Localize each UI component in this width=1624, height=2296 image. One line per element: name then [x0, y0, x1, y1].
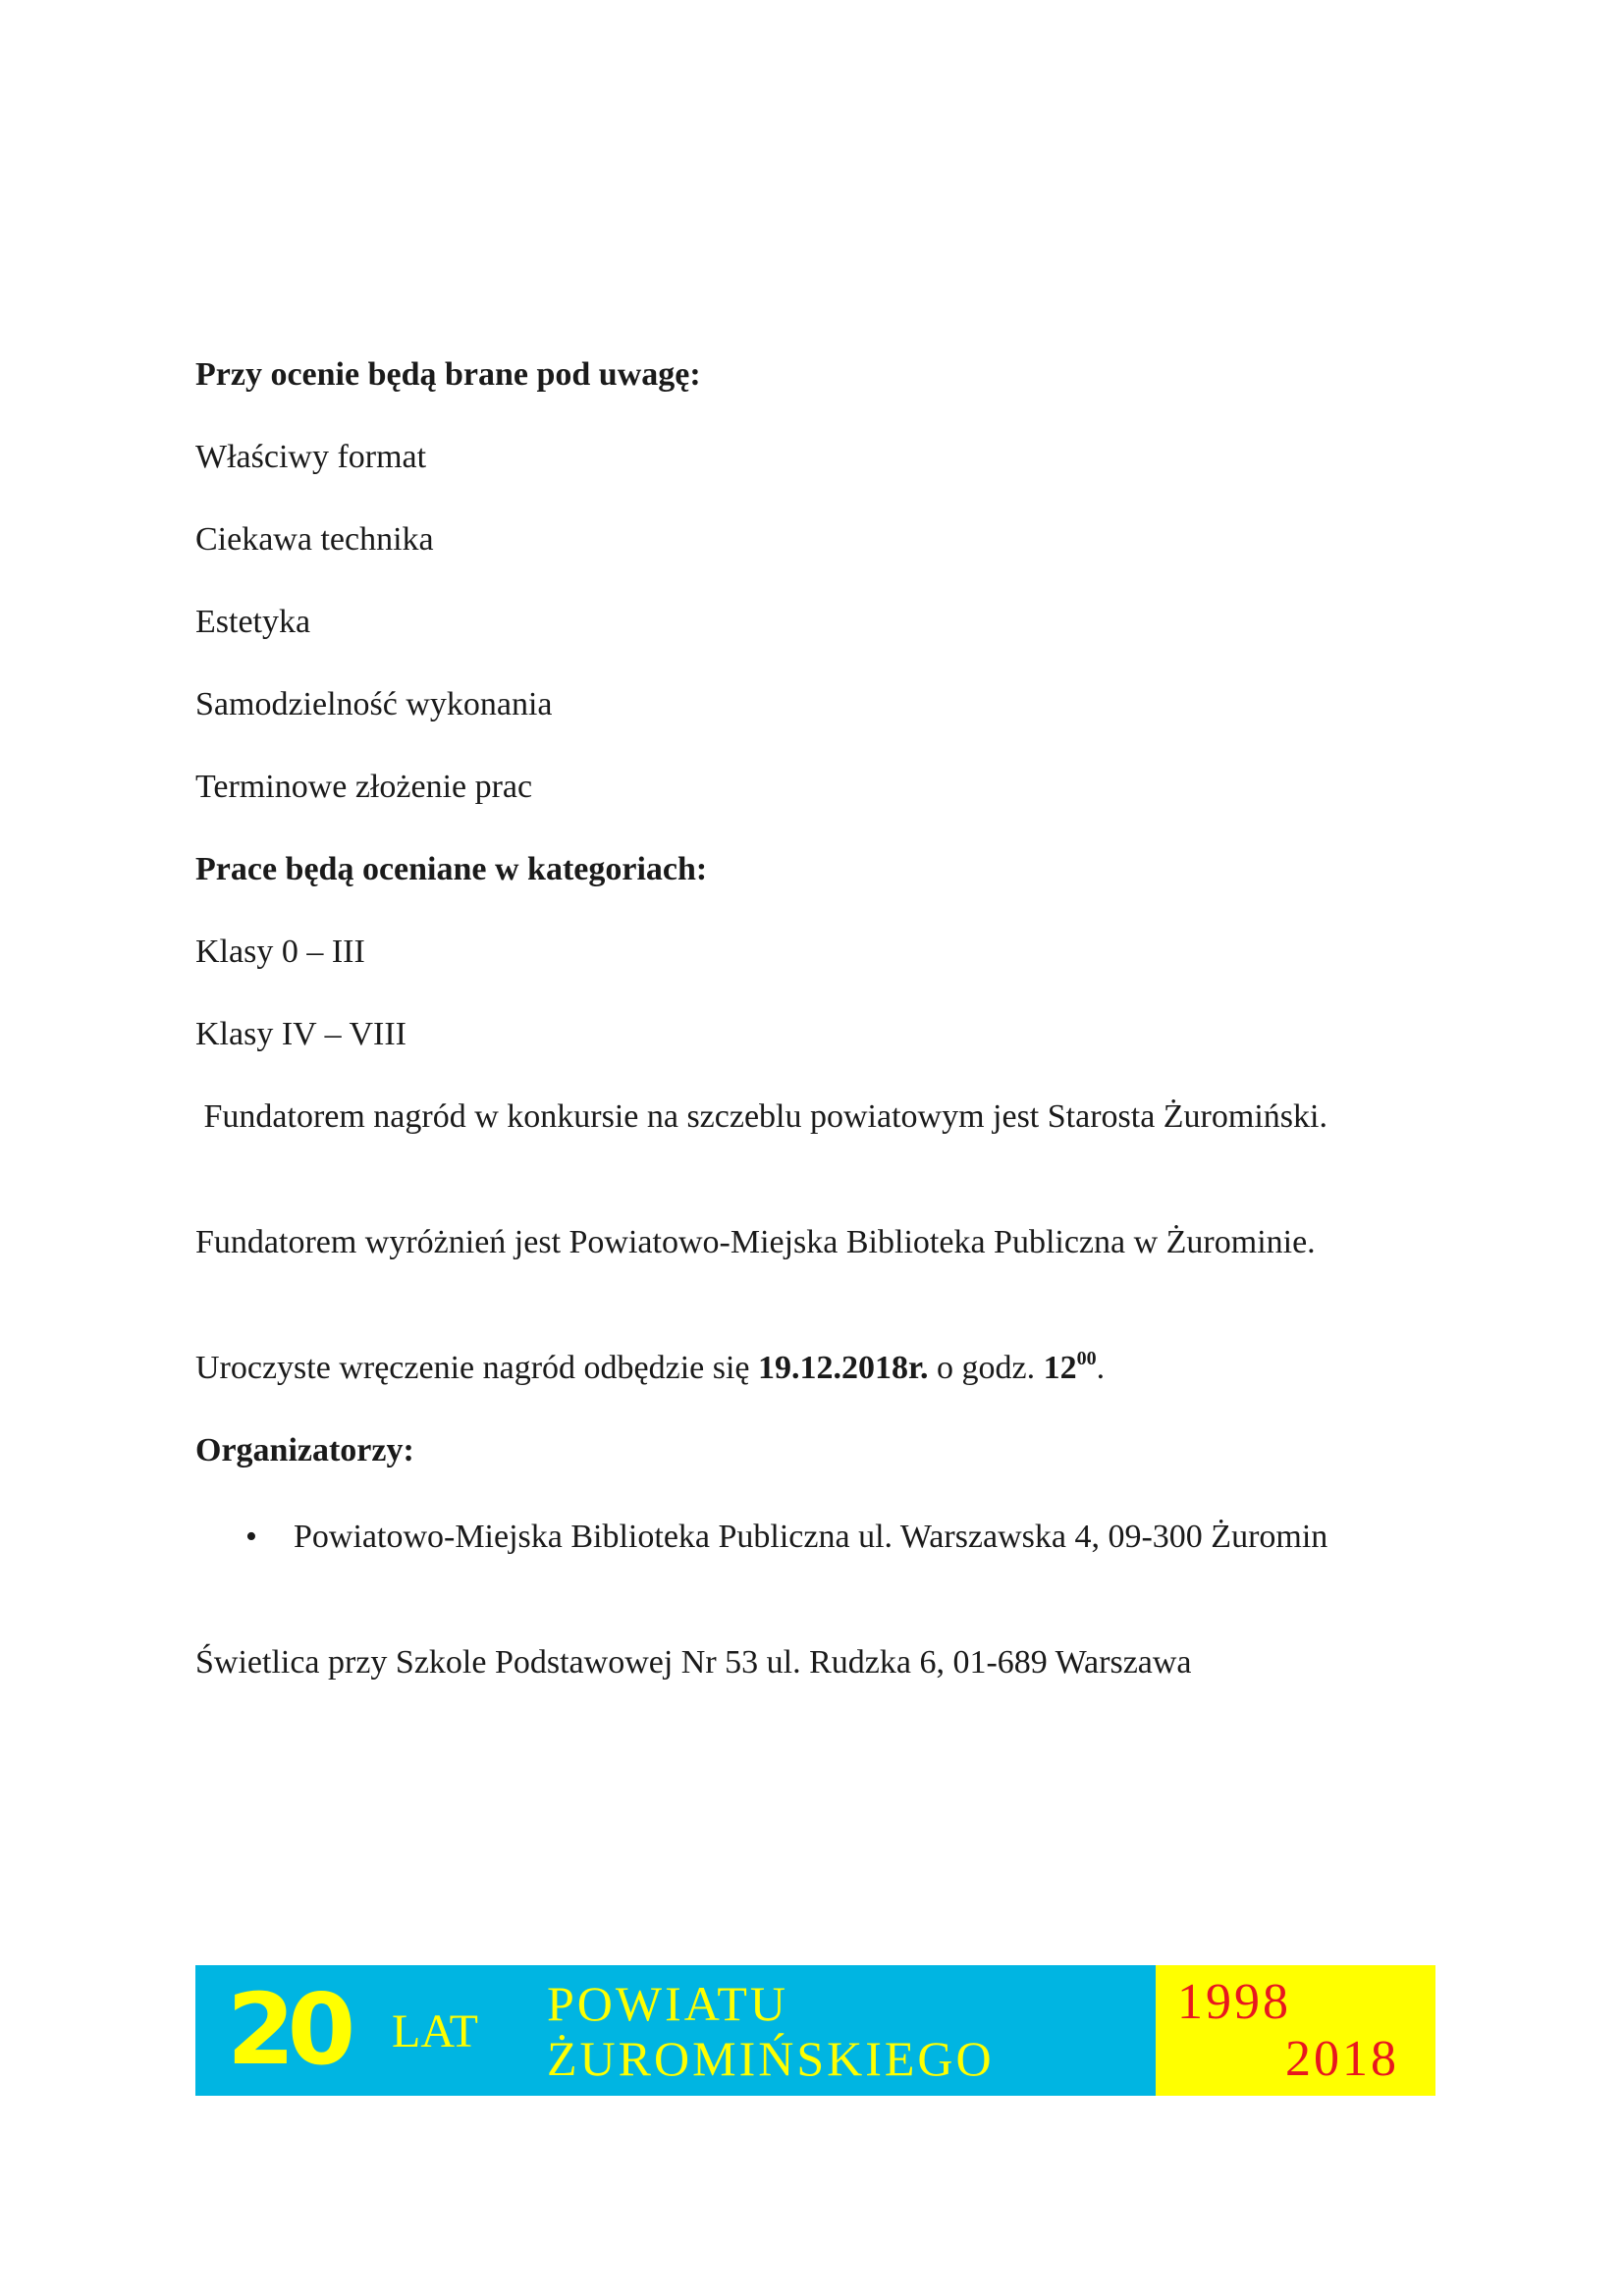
- criteria-heading: Przy ocenie będą brane pod uwagę:: [195, 356, 701, 393]
- banner-lat-label: LAT: [392, 2005, 478, 2057]
- ceremony-date: 19.12.2018r.: [758, 1350, 929, 1386]
- criteria-item: Właściwy format: [195, 439, 427, 475]
- ceremony-prefix: Uroczyste wręczenie nagród odbędzie się: [195, 1350, 759, 1386]
- categories-heading: Prace będą oceniane w kategoriach:: [195, 851, 708, 887]
- ceremony-middle: o godz.: [928, 1350, 1044, 1386]
- ceremony-suffix: .: [1096, 1350, 1106, 1386]
- criteria-item: Samodzielność wykonania: [195, 686, 553, 722]
- anniversary-banner: [195, 1965, 1435, 2096]
- category-item: Klasy 0 – III: [195, 934, 365, 970]
- criteria-item: Estetyka: [195, 604, 311, 640]
- ceremony-hour: 12: [1043, 1350, 1077, 1386]
- organizer-name: Powiatowo-Miejska Biblioteka Publiczna ul. Warszawska 4, 09-300 Żuromin: [294, 1519, 1328, 1555]
- organizer-line: Świetlica przy Szkole Podstawowej Nr 53 ul. Rudzka 6, 01-689 Warszawa: [195, 1644, 1192, 1681]
- bullet-icon: •: [245, 1519, 257, 1555]
- criteria-item: Terminowe złożenie prac: [195, 769, 533, 805]
- ceremony-minutes: 00: [1076, 1348, 1097, 1369]
- organizers-heading: Organizatorzy:: [195, 1432, 414, 1468]
- banner-blue-panel: [195, 1965, 1156, 2096]
- category-item: Klasy IV – VIII: [195, 1016, 406, 1052]
- criteria-item: Ciekawa technika: [195, 521, 434, 558]
- award-sponsor-paragraph: Fundatorem wyróżnień jest Powiatowo-Miejska Biblioteka Publiczna w Żurominie.: [195, 1224, 1316, 1260]
- ceremony-paragraph: [195, 1347, 1105, 1390]
- banner-anniversary-number: 20: [227, 1972, 349, 2087]
- banner-title-line1: POWIATU: [547, 1976, 788, 2031]
- banner-title-line2: ŻUROMIŃSKIEGO: [547, 2031, 995, 2086]
- banner-year-start: 1998: [1177, 1974, 1291, 2030]
- prize-sponsor-paragraph: Fundatorem nagród w konkursie na szczeblu powiatowym jest Starosta Żuromiński.: [195, 1098, 1327, 1135]
- banner-yellow-panel: [1156, 1965, 1435, 2096]
- banner-year-end: 2018: [1285, 2031, 1399, 2087]
